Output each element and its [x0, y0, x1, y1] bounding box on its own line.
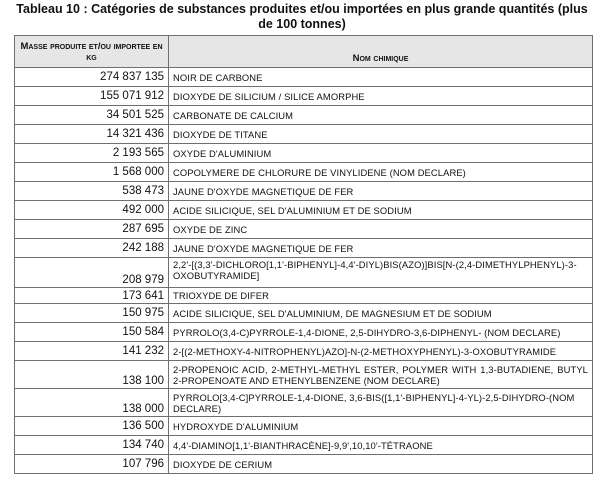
chemical-name-cell: CARBONATE DE CALCIUM	[169, 106, 593, 125]
chemical-name-cell: JAUNE D'OXYDE MAGNETIQUE DE FER	[169, 239, 593, 258]
table-row	[15, 163, 593, 182]
mass-cell: 173 641	[15, 288, 169, 304]
chemical-name-cell: PYRROLO(3,4-C)PYRROLE-1,4-DIONE, 2,5-DIHYDRO-3,6-DIPHENYL- (NOM DECLARE)	[169, 323, 593, 342]
chemical-name-cell: ACIDE SILICIQUE, SEL D'ALUMINIUM, DE MAGNESIUM ET DE SODIUM	[169, 304, 593, 323]
table-header-row	[15, 36, 593, 68]
table-row	[15, 182, 593, 201]
chemical-name-cell: 4,4'-DIAMINO[1,1'-BIANTHRACÈNE]-9,9',10,10'-TÉTRAONE	[169, 436, 593, 455]
chemical-name-cell: 2-PROPENOIC ACID, 2-METHYL-METHYL ESTER, POLYMER WITH 1,3-BUTADIENE, BUTYL 2-PROPENOATE AND ETHENYLBENZENE (NOM DECLARE)	[169, 361, 593, 389]
table-row	[15, 144, 593, 163]
chemical-name-cell: HYDROXYDE D'ALUMINIUM	[169, 417, 593, 436]
mass-cell: 136 500	[15, 417, 169, 436]
chemical-name-cell: TRIOXYDE DE DIFER	[169, 288, 593, 304]
mass-cell: 2 193 565	[15, 144, 169, 163]
chemical-name-cell: DIOXYDE DE SILICIUM / SILICE AMORPHE	[169, 87, 593, 106]
mass-cell: 138 000	[15, 389, 169, 417]
table-row	[15, 417, 593, 436]
chemical-name-cell: DIOXYDE DE CERIUM	[169, 455, 593, 474]
chemical-name-cell: DIOXYDE DE TITANE	[169, 125, 593, 144]
table-row	[15, 106, 593, 125]
mass-cell: 141 232	[15, 342, 169, 361]
table-row	[15, 361, 593, 389]
table-row	[15, 87, 593, 106]
mass-cell: 34 501 525	[15, 106, 169, 125]
mass-cell: 287 695	[15, 220, 169, 239]
substances-table	[14, 35, 593, 474]
table-row	[15, 201, 593, 220]
mass-cell: 242 188	[15, 239, 169, 258]
chemical-name-cell: NOIR DE CARBONE	[169, 68, 593, 87]
mass-cell: 138 100	[15, 361, 169, 389]
table-caption: Tableau 10 : Catégories de substances produites et/ou importées en plus grande quantités (plus de 100 tonnes)	[16, 2, 588, 31]
table-row	[15, 455, 593, 474]
chemical-name-column-header: Nom chimique	[169, 36, 593, 68]
mass-cell: 208 979	[15, 258, 169, 288]
chemical-name-cell: PYRROLO[3,4-C]PYRROLE-1,4-DIONE, 3,6-BIS([1,1'-BIPHENYL]-4-YL)-2,5-DIHYDRO-(NOM DECLARE)	[169, 389, 593, 417]
mass-cell: 150 584	[15, 323, 169, 342]
mass-cell: 538 473	[15, 182, 169, 201]
table-row	[15, 239, 593, 258]
mass-cell: 492 000	[15, 201, 169, 220]
mass-cell: 155 071 912	[15, 87, 169, 106]
table-row	[15, 258, 593, 288]
chemical-name-cell: 2-[(2-METHOXY-4-NITROPHENYL)AZO]-N-(2-METHOXYPHENYL)-3-OXOBUTYRAMIDE	[169, 342, 593, 361]
mass-cell: 274 837 135	[15, 68, 169, 87]
table-row	[15, 342, 593, 361]
chemical-name-cell: COPOLYMERE DE CHLORURE DE VINYLIDENE (NOM DECLARE)	[169, 163, 593, 182]
table-row	[15, 220, 593, 239]
table-row	[15, 288, 593, 304]
mass-cell: 134 740	[15, 436, 169, 455]
table-row	[15, 389, 593, 417]
table-row	[15, 304, 593, 323]
chemical-name-cell: JAUNE D'OXYDE MAGNETIQUE DE FER	[169, 182, 593, 201]
mass-cell: 107 796	[15, 455, 169, 474]
table-row	[15, 68, 593, 87]
chemical-name-cell: ACIDE SILICIQUE, SEL D'ALUMINIUM ET DE SODIUM	[169, 201, 593, 220]
chemical-name-cell: OXYDE D'ALUMINIUM	[169, 144, 593, 163]
table-row	[15, 125, 593, 144]
mass-column-header: Masse produite et/ou importee en kg	[15, 36, 169, 68]
table-row	[15, 323, 593, 342]
chemical-name-cell: 2,2'-[(3,3'-DICHLORO[1,1'-BIPHENYL]-4,4'-DIYL)BIS(AZO)]BIS[N-(2,4-DIMETHYLPHENYL)-3-OXOBUTYRAMIDE]	[169, 258, 593, 288]
chemical-name-cell: OXYDE DE ZINC	[169, 220, 593, 239]
mass-cell: 1 568 000	[15, 163, 169, 182]
mass-cell: 14 321 436	[15, 125, 169, 144]
table-row	[15, 436, 593, 455]
mass-cell: 150 975	[15, 304, 169, 323]
